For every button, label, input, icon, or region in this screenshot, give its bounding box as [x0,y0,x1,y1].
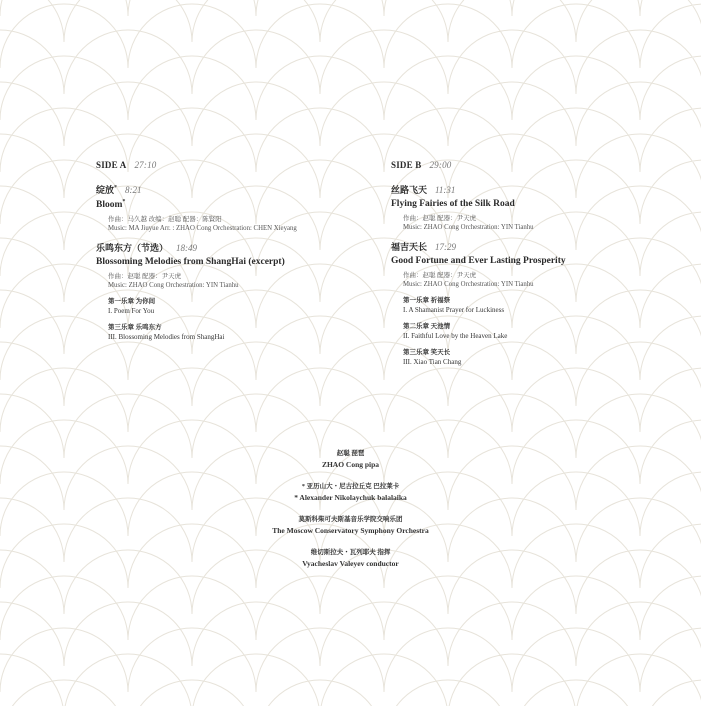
movement-item [96,322,386,341]
side-b-label: SIDE B [391,160,422,170]
track-duration: 8:21 [125,185,142,195]
track-good-fortune [391,240,681,366]
side-b-duration: 29:00 [429,160,452,170]
performer-en: Vyacheslav Valeyev conductor [302,559,399,568]
movement-zh: 第一乐章 为你间 [108,298,156,306]
movement-en: III. Blossoming Melodies from ShangHai [108,333,225,342]
performer-balalaika [0,481,701,502]
performer-zh: 莫斯科柴可夫斯基音乐学院交响乐团 [298,516,403,523]
track-en-title-text: Bloom [96,200,123,211]
track-credits-zh: 作曲：马久越 改编：赵聪 配器：陈賢阳 [108,216,222,224]
track-duration: 11:31 [435,185,456,195]
movement-en: II. Faithful Love by the Heaven Lake [403,332,508,340]
side-a-header [96,160,386,170]
performers-block [0,448,701,580]
asterisk-mark: * [122,199,126,205]
track-credits-zh: 作曲：赵聪 配器：尹天虎 [403,272,477,279]
track-en-title: Blossoming Melodies from ShangHai (excerpt) [96,257,285,268]
side-b-header [391,160,681,170]
track-zh-title-text: 绽放 [96,185,115,195]
movement-en: I. Poem For You [108,307,155,316]
track-bloom [96,183,386,232]
track-zh-title-text: 丝路飞天 [391,185,428,195]
movement-item [96,296,386,315]
side-a-column [96,160,386,350]
track-credits-en: Music: MA Jiuyue Arr. : ZHAO Cong Orchestration: CHEN Xieyang [108,225,297,233]
side-a-label: SIDE A [96,160,127,170]
movement-item [391,295,681,314]
performer-conductor [0,547,701,568]
track-credits-en: Music: ZHAO Cong Orchestration: YIN Tianhu [108,282,239,290]
movement-item [391,347,681,366]
track-credits-zh: 作曲：赵聪 配器：尹天虎 [108,273,182,281]
asterisk-mark: * [114,185,118,191]
movement-zh: 第二乐章 天池情 [403,323,451,330]
track-credits-en: Music: ZHAO Cong Orchestration: YIN Tianhu [403,224,534,231]
movement-zh: 第一乐章 祈福祭 [403,297,451,304]
track-zh-title-text: 乐鸣东方（节选） [96,243,169,254]
performer-en: ZHAO Cong pipa [321,460,380,469]
movement-en: III. Xiao Tian Chang [403,358,462,366]
track-blossoming-melodies [96,241,386,341]
track-credits-en: Music: ZHAO Cong Orchestration: YIN Tianhu [403,281,534,288]
movement-zh: 第三乐章 乐鸣东方 [108,324,162,332]
track-duration: 18:49 [176,243,198,254]
movement-item [391,321,681,340]
track-duration: 17:29 [435,242,457,252]
track-zh-title-text: 福吉天长 [391,242,428,252]
side-a-duration: 27:10 [134,160,157,170]
movement-en: I. A Shamanist Prayer for Luckiness [403,306,505,314]
track-zh-title [96,183,386,196]
side-b-column [391,160,681,375]
performer-zh: * 亚历山大・尼古拉丘克 巴拉莱卡 [301,483,400,490]
performer-orchestra [0,514,701,535]
track-en-title [96,199,386,210]
movement-zh: 第三乐章 笑天长 [403,349,451,356]
performer-zh: 赵聪 琵琶 [336,450,365,457]
performer-zh: 维切斯拉夫・瓦列耶夫 指挥 [310,549,391,556]
track-zh-title [96,241,386,254]
track-flying-fairies [391,183,681,231]
track-en-title: Flying Fairies of the Silk Road [391,199,515,209]
track-credits-zh: 作曲：赵聪 配器：尹天虎 [403,215,477,222]
track-zh-title [391,183,681,196]
track-en-title: Good Fortune and Ever Lasting Prosperity [391,256,566,266]
performer-en: * Alexander Nikolaychuk balalaika [294,493,407,502]
performer-en: The Moscow Conservatory Symphony Orchestra [272,526,429,535]
performer-soloist [0,448,701,469]
track-zh-title [391,240,681,253]
